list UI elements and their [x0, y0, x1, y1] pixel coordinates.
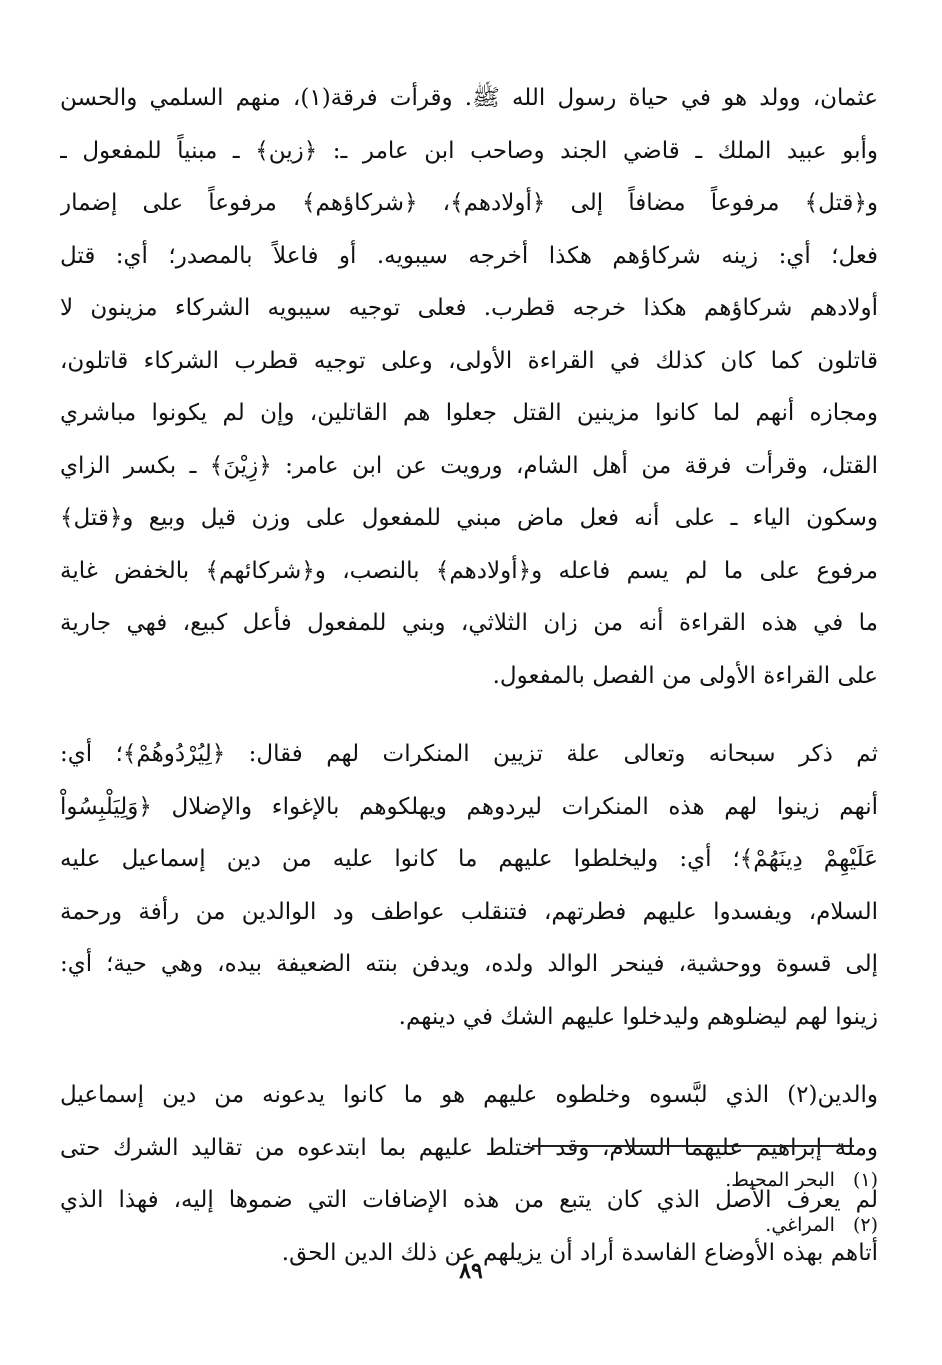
paragraph-2 [60, 728, 878, 1043]
footnote-number: (١) [852, 1169, 878, 1191]
text-line: عثمان، وولد هو في حياة رسول الله ﷺ. وقرأت فرقة(١)، منهم السلمي والحسن [60, 85, 878, 111]
footnote-number: (٢) [852, 1214, 878, 1236]
text-line: لم يعرف الأصل الذي كان يتبع من هذه الإضافات التي ضموها إليه، فهذا الذي [60, 1187, 878, 1213]
text-line: فعل؛ أي: زينه شركاؤهم هكذا أخرجه سيبويه. أو فاعلاً بالمصدر؛ أي: قتل [60, 242, 878, 269]
text-line: ومجازه أنهم لما كانوا مزينين القتل جعلوا هم القاتلين، وإن لم يكونوا مباشري [60, 400, 878, 426]
paragraph-gap [60, 1043, 878, 1069]
text-line: قاتلون كما كان كذلك في القراءة الأولى، وعلى توجيه قطرب الشركاء قاتلون، [60, 347, 878, 374]
text-line: إلى قسوة ووحشية، فينحر الوالد ولده، ويدفن بنته الضعيفة بيده، وهي حية؛ أي: [60, 951, 878, 977]
footnote-1 [725, 1158, 878, 1203]
text-line: و﴿قتل﴾ مرفوعاً مضافاً إلى ﴿أولادهم﴾، ﴿شركاؤهم﴾ مرفوعاً على إضمار [60, 190, 878, 216]
footnote-2 [725, 1203, 878, 1248]
text-line: القتل، وقرأت فرقة من أهل الشام، ورويت عن ابن عامر: ﴿زِيْنَ﴾ ـ بكسر الزاي [60, 452, 878, 479]
text-line: ما في هذه القراءة أنه من زان الثلاثي، وبني للمفعول فأعل كبيع، فهي جارية [60, 610, 878, 636]
text-line: أنهم زينوا لهم هذه المنكرات ليردوهم ويهلكوهم بالإغواء والإضلال ﴿وَلِيَلْبِسُواْ [60, 793, 878, 820]
footnote-text: المراغي. [765, 1214, 835, 1236]
footnote-separator [532, 1145, 854, 1147]
text-line: وملة إبراهيم عليهما السلام، وقد اختلط عليهم بما ابتدعوه من تقاليد الشرك حتى [60, 1134, 878, 1161]
text-line: أتاهم بهذه الأوضاع الفاسدة أراد أن يزيلهم عن ذلك الدين الحق. [281, 1239, 878, 1266]
paragraph-gap [60, 702, 878, 728]
text-line: على القراءة الأولى من الفصل بالمفعول. [492, 662, 878, 689]
text-line: عَلَيْهِمْ دِينَهُمْ﴾؛ أي: وليخلطوا عليهم ما كانوا عليه من دين إسماعيل عليه [60, 846, 878, 872]
text-line: والدين(٢) الذي لبَّسوه وخلطوه عليهم هو ما كانوا يدعونه من دين إسماعيل [60, 1082, 878, 1108]
footnotes [725, 1158, 878, 1248]
text-line: أولادهم شركاؤهم هكذا خرجه قطرب. فعلى توجيه سيبويه الشركاء مزينون لا [60, 295, 878, 321]
text-line: مرفوع على ما لم يسم فاعله و﴿أولادهم﴾ بالنصب، و﴿شركائهم﴾ بالخفض غاية [60, 557, 878, 584]
page-body [60, 72, 878, 1279]
text-line: السلام، ويفسدوا عليهم فطرتهم، فتنقلب عواطف ود الوالدين من رأفة ورحمة [60, 898, 878, 925]
footnote-text: البحر المحيط. [725, 1169, 835, 1191]
text-line: زينوا لهم ليضلوهم وليدخلوا عليهم الشك في دينهم. [398, 1003, 878, 1030]
page-number: ٨٩ [459, 1258, 483, 1284]
text-line: وسكون الياء ـ على أنه فعل ماض مبني للمفعول على وزن قيل وبيع و﴿قتل﴾ [60, 505, 878, 531]
text-line: وأبو عبيد الملك ـ قاضي الجند وصاحب ابن عامر ـ: ﴿زين﴾ ـ مبنياً للمفعول ـ [60, 137, 878, 164]
paragraph-1 [60, 72, 878, 702]
text-line: ثم ذكر سبحانه وتعالى علة تزيين المنكرات لهم فقال: ﴿لِيُرْدُوهُمْ﴾؛ أي: [60, 741, 878, 767]
